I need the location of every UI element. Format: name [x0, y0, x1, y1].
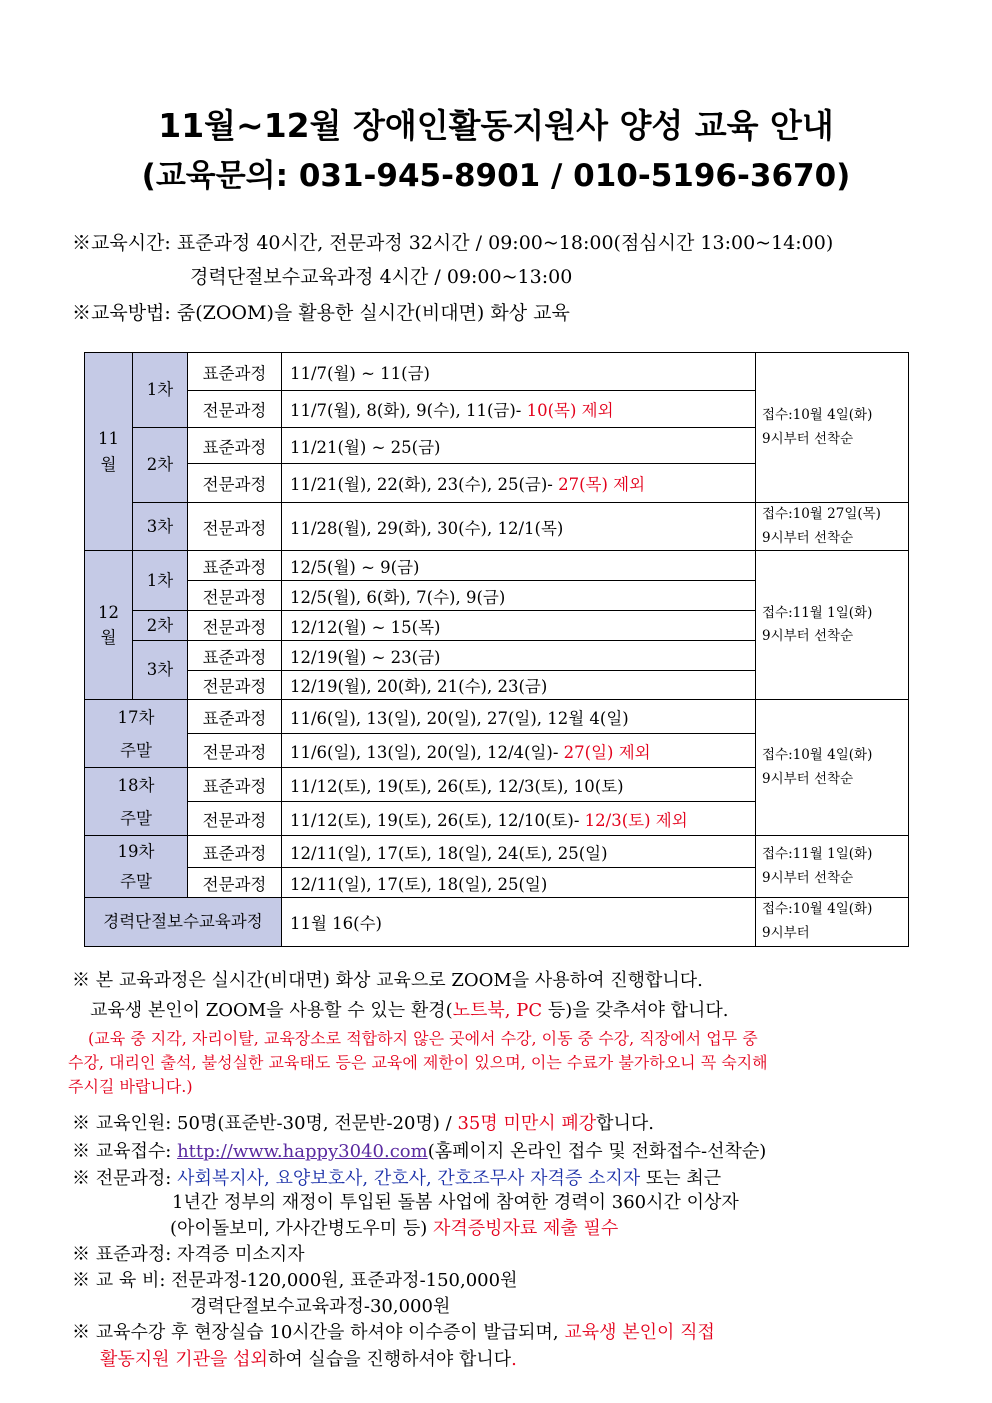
round-label: 1차: [133, 353, 188, 428]
round-label-weekend: 19차 주말: [85, 836, 188, 898]
course-dates: 11/21(월) ~ 25(금): [282, 428, 756, 464]
course-dates: 11/6(일), 13(일), 20(일), 27(일), 12월 4(일): [282, 700, 756, 734]
course-dates: 12/11(일), 17(토), 18(일), 25(일): [282, 868, 756, 898]
table-row: [85, 700, 909, 734]
table-row: [85, 353, 909, 391]
course-type: 전문과정: [188, 391, 282, 428]
note-capacity: ※ 교육인원: 50명(표준반-30명, 전문반-20명) / 35명 미만시 폐강합니다.: [72, 1113, 655, 1134]
required-licenses: 사회복지사, 요양보호사, 간호사, 간호조무사 자격증 소지자: [177, 1168, 641, 1189]
course-type: 전문과정: [188, 734, 282, 768]
course-type: 전문과정: [188, 464, 282, 503]
practicum-emphasis: 교육생 본인이 직접: [564, 1322, 715, 1343]
course-dates: 11월 16(수): [282, 898, 756, 946]
round-label-weekend: 18차 주말: [85, 768, 188, 836]
round-label: 3차: [133, 641, 188, 700]
note-environment: 교육생 본인이 ZOOM을 사용할 수 있는 환경(노트북, PC 등)을 갖추셔야 합니다.: [90, 1000, 729, 1021]
course-dates: 11/6(일), 13(일), 20(일), 12/4(일)- 27(일) 제외: [282, 734, 756, 768]
note-devices: 노트북, PC: [452, 1000, 543, 1021]
registration-info: 접수:10월 27일(목) 9시부터 선착순: [756, 503, 909, 551]
course-type: 표준과정: [188, 836, 282, 868]
table-row: [85, 836, 909, 868]
course-type: 표준과정: [188, 428, 282, 464]
course-type: 전문과정: [188, 611, 282, 641]
title-line-1: 11월~12월 장애인활동지원사 양성 교육 안내: [158, 106, 834, 145]
round-label: 3차: [133, 503, 188, 551]
homepage-link[interactable]: http://www.happy3040.com: [177, 1141, 428, 1162]
warning-line-3: 주시길 바랍니다.): [68, 1077, 193, 1096]
round-label: 2차: [133, 611, 188, 641]
education-time-line-2: 경력단절보수교육과정 4시간 / 09:00~13:00: [190, 266, 573, 288]
warning-line-1: (교육 중 지각, 자리이탈, 교육장소로 적합하지 않은 곳에서 수강, 이동 중 수강, 직장에서 업무 중: [88, 1029, 758, 1048]
course-dates: 12/11(일), 17(토), 18(일), 24(토), 25(일): [282, 836, 756, 868]
education-method: [72, 298, 570, 325]
title-line-2-contact: (교육문의: 031-945-8901 / 010-5196-3670): [141, 158, 851, 194]
excluded-date: 27(일) 제외: [563, 742, 651, 762]
course-type: 전문과정: [188, 503, 282, 551]
note-expert-course-line-3: (아이돌보미, 가사간병도우미 등) 자격증빙자료 제출 필수: [170, 1218, 619, 1239]
course-type: 표준과정: [188, 768, 282, 802]
month-label-december: 12 월: [85, 551, 133, 700]
course-type: 표준과정: [188, 700, 282, 734]
course-dates: 11/7(월) ~ 11(금): [282, 353, 756, 391]
note-registration: ※ 교육접수: http://www.happy3040.com(홈페이지 온라인 접수 및 전화접수-선착순): [72, 1141, 767, 1162]
course-dates: 11/28(월), 29(화), 30(수), 12/1(목): [282, 503, 756, 551]
education-time: [72, 228, 833, 255]
table-row: [85, 898, 909, 946]
refresher-course-label: 경력단절보수교육과정: [85, 898, 282, 946]
note-expert-course-line-2: 1년간 정부의 재정이 투입된 돌봄 사업에 참여한 경력이 360시간 이상자: [172, 1192, 739, 1213]
note-expert-course: ※ 전문과정: 사회복지사, 요양보호사, 간호사, 간호조무사 자격증 소지자 또는 최근: [72, 1168, 722, 1189]
note-practicum-line-2: 활동지원 기관을 섭외하여 실습을 진행하셔야 합니다.: [100, 1349, 517, 1370]
schedule-table: [84, 352, 909, 947]
course-dates: 11/12(토), 19(토), 26(토), 12/10(토)- 12/3(토) 제외: [282, 802, 756, 836]
registration-info: 접수:10월 4일(화) 9시부터: [756, 898, 909, 946]
course-type: 표준과정: [188, 641, 282, 671]
table-row: [85, 551, 909, 581]
course-type: 표준과정: [188, 353, 282, 391]
note-standard-course: ※ 표준과정: 자격증 미소지자: [72, 1244, 305, 1265]
course-type: 표준과정: [188, 551, 282, 581]
excluded-date: 27(목) 제외: [558, 475, 646, 494]
education-method-text: 줌(ZOOM)을 활용한 실시간(비대면) 화상 교육: [176, 302, 570, 324]
round-label-weekend: 17차 주말: [85, 700, 188, 768]
excluded-date: 10(목) 제외: [526, 401, 614, 420]
registration-info: 접수:11월 1일(화) 9시부터 선착순: [756, 551, 909, 700]
course-type: 전문과정: [188, 671, 282, 700]
note-fees-line-2: 경력단절보수교육과정-30,000원: [190, 1296, 451, 1317]
course-type: 전문과정: [188, 868, 282, 898]
registration-info: 접수:10월 4일(화) 9시부터 선착순: [756, 353, 909, 503]
course-type: 전문과정: [188, 581, 282, 611]
course-dates: 11/21(월), 22(화), 23(수), 25(금)- 27(목) 제외: [282, 464, 756, 503]
course-dates: 12/5(월), 6(화), 7(수), 9(금): [282, 581, 756, 611]
table-row: [85, 503, 909, 551]
course-dates: 12/12(월) ~ 15(목): [282, 611, 756, 641]
education-time-text: 표준과정 40시간, 전문과정 32시간 / 09:00~18:00(점심시간 13:00~14:00): [176, 232, 834, 254]
month-label-november: 11 월: [85, 353, 133, 551]
document-requirement: 자격증빙자료 제출 필수: [432, 1218, 619, 1239]
course-type: 전문과정: [188, 802, 282, 836]
note-zoom: ※ 본 교육과정은 실시간(비대면) 화상 교육으로 ZOOM을 사용하여 진행합니다.: [72, 970, 703, 991]
note-practicum: ※ 교육수강 후 현장실습 10시간을 하셔야 이수증이 발급되며, 교육생 본인이 직접: [72, 1322, 715, 1343]
course-dates: 11/7(월), 8(화), 9(수), 11(금)- 10(목) 제외: [282, 391, 756, 428]
warning-line-2: 수강, 대리인 출석, 불성실한 교육태도 등은 교육에 제한이 있으며, 이는 수료가 불가하오니 꼭 숙지해: [68, 1053, 768, 1072]
registration-info: 접수:11월 1일(화) 9시부터 선착순: [756, 836, 909, 898]
round-label: 1차: [133, 551, 188, 611]
round-label: 2차: [133, 428, 188, 503]
course-dates: 12/5(월) ~ 9(금): [282, 551, 756, 581]
course-dates: 12/19(월) ~ 23(금): [282, 641, 756, 671]
cancellation-condition: 35명 미만시 폐강: [457, 1113, 597, 1134]
practicum-emphasis-2: 활동지원 기관을 섭외: [100, 1349, 268, 1370]
excluded-date: 12/3(토) 제외: [584, 810, 688, 830]
course-dates: 11/12(토), 19(토), 26(토), 12/3(토), 10(토): [282, 768, 756, 802]
course-dates: 12/19(월), 20(화), 21(수), 23(금): [282, 671, 756, 700]
education-time-label: ※교육시간:: [72, 232, 171, 254]
registration-info: 접수:10월 4일(화) 9시부터 선착순: [756, 700, 909, 836]
note-fees: ※ 교 육 비: 전문과정-120,000원, 표준과정-150,000원: [72, 1270, 518, 1291]
education-method-label: ※교육방법:: [72, 302, 171, 324]
